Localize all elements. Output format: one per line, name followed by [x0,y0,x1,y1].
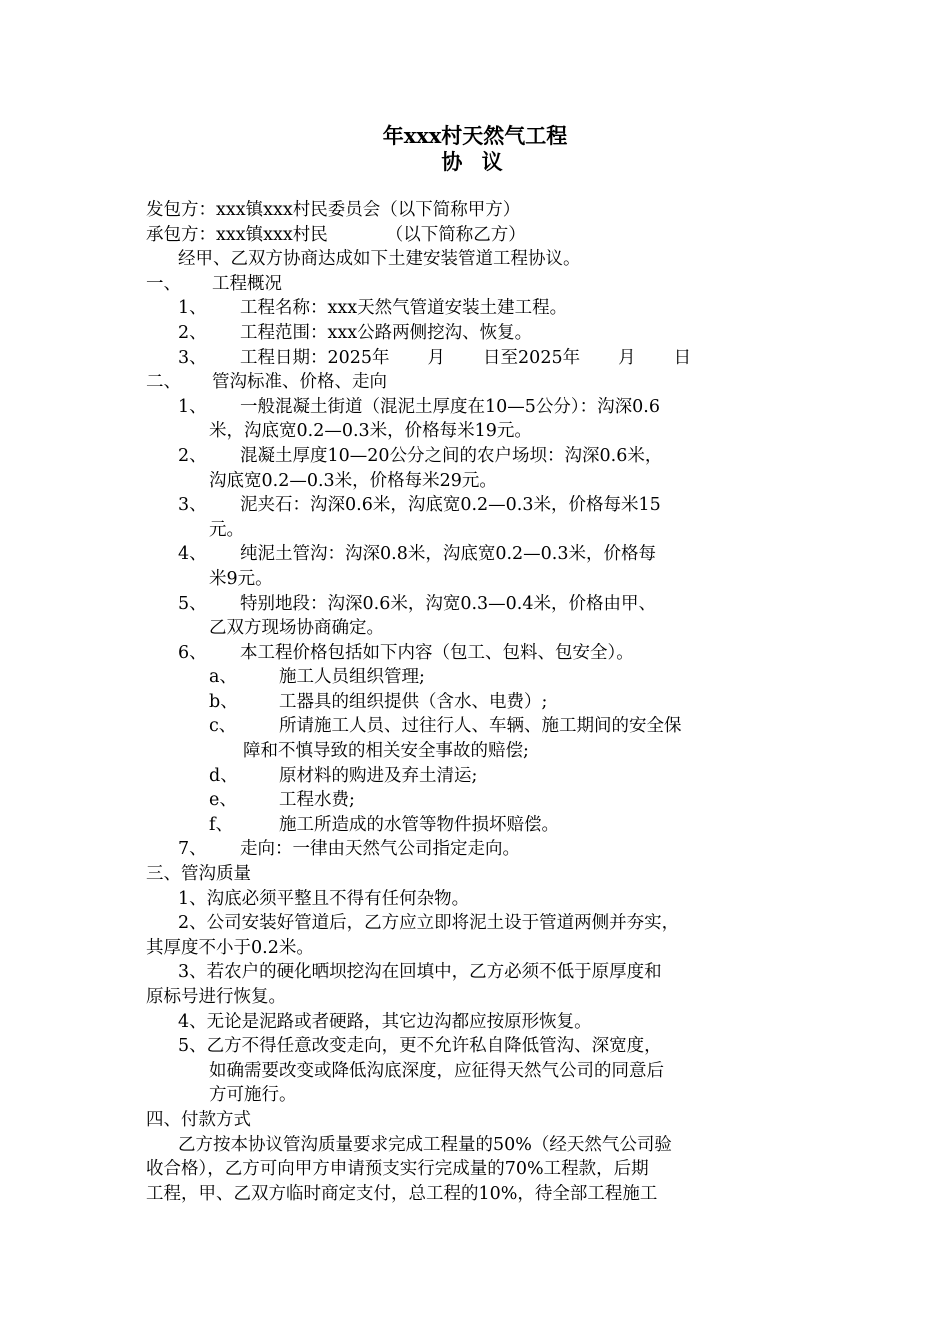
section2-item [146,592,811,617]
section2-item [146,493,811,518]
item-text: 泥夹石：沟深0.6米，沟底宽0.2—0.3米，价格每米15 [240,495,661,516]
date-part: 工程日期：2025年 [240,347,390,368]
item-number: 6、 [178,642,207,663]
item-text: 工程范围：xxx公路两侧挖沟、恢复。 [240,322,533,343]
item-text: 纯泥土管沟：沟深0.8米，沟底宽0.2—0.3米，价格每 [240,544,656,565]
section3-item: 3、若农户的硬化晒坝挖沟在回填中，乙方必须不低于原厚度和 [178,962,662,983]
section2-item6 [146,641,811,666]
section4-paragraph-line: 收合格），乙方可向甲方申请预支实行完成量的70%工程款，后期 [146,1159,649,1180]
sub-item-text: 工程水费; [279,790,355,811]
section3-item-cont: 原标号进行恢复。 [146,987,286,1007]
item-text: 特别地段：沟深0.6米，沟宽0.3—0.4米，价格由甲、 [240,593,656,614]
item-number: 2、 [178,322,207,343]
item-text: 混凝土厚度10—20公分之间的农户场坝：沟深0.6米， [240,445,663,466]
sub-item-text: 施工所造成的水管等物件损坏赔偿。 [279,814,559,835]
date-part: 月 [618,347,636,368]
item-text: 工程名称：xxx天然气管道安装土建工程。 [240,298,568,319]
section4-heading: 四、付款方式 [146,1109,251,1130]
item-text: 本工程价格包括如下内容（包工、包料、包安全）。 [240,642,634,663]
section2-item-cont: 元。 [209,519,244,540]
item-number: 1、 [178,396,207,417]
section3-item: 4、无论是泥路或者硬路，其它边沟都应按原形恢复。 [178,1011,592,1032]
section3-item: 5、乙方不得任意改变走向，更不允许私自降低管沟、深宽度， [178,1036,662,1057]
sub-item-text: 施工人员组织管理; [279,667,425,688]
section4-paragraph-line: 工程，甲、乙双方临时商定支付，总工程的10%，待全部工程施工 [146,1183,658,1204]
sub-item-letter: d、 [209,765,238,786]
intro-line: 经甲、乙双方协商达成如下土建安装管道工程协议。 [178,249,581,270]
section2-item [146,444,811,469]
sub-item [146,788,811,813]
section1-title: 工程概况 [212,273,282,294]
sub-item-letter: e、 [209,790,237,811]
item-number: 3、 [178,347,207,368]
item-number: 5、 [178,593,207,614]
sub-item [146,764,811,789]
document-body [146,198,811,1206]
sub-item-text: 原材料的购进及弃土清运; [279,765,478,786]
section2-item-cont: 沟底宽0.2—0.3米，价格每米29元。 [209,470,497,491]
section1-item [146,296,811,321]
item-number: 4、 [178,544,207,565]
item-number: 7、 [178,839,207,860]
section1-item-date [146,346,811,371]
sub-item-letter: c、 [209,716,237,737]
section2-item [146,395,811,420]
sub-item-letter: f、 [209,814,233,835]
section3-heading: 三、管沟质量 [146,864,251,885]
section2-heading [146,370,811,395]
item-number: 1、 [178,298,207,319]
item-number: 2、 [178,445,207,466]
item-text: 走向：一律由天然气公司指定走向。 [240,839,520,860]
date-part: 日至2025年 [483,347,581,368]
item-number: 3、 [178,495,207,516]
contractor-label: 承包方：xxx镇xxx村民 [146,224,328,245]
section2-item [146,542,811,567]
section3-item: 1、沟底必须平整且不得有任何杂物。 [178,888,470,909]
document-subtitle: 协 议 [441,149,509,174]
sub-item-text: 所请施工人员、过往行人、车辆、施工期间的安全保 [279,716,682,737]
sub-item [146,690,811,715]
employer-line: 发包方：xxx镇xxx村民委员会（以下简称甲方） [146,200,521,220]
section4-paragraph-line: 乙方按本协议管沟质量要求完成工程量的50%（经天然气公司验 [178,1134,672,1155]
sub-item-text: 工器具的组织提供（含水、电费）; [279,691,548,712]
section1-number: 一、 [146,273,181,294]
sub-item [146,714,811,739]
section2-item-cont: 米9元。 [209,568,273,589]
section1-item [146,321,811,346]
item-text: 一般混凝土街道（混泥土厚度在10—5公分）：沟深0.6 [240,396,660,417]
section2-item7 [146,837,811,862]
section3-item-cont: 如确需要改变或降低沟底深度，应征得天然气公司的同意后 [209,1060,664,1081]
sub-item [146,813,811,838]
contractor-note: （以下简称乙方） [385,224,526,245]
date-part: 日 [673,347,692,368]
sub-item [146,665,811,690]
sub-item-cont: 障和不慎导致的相关安全事故的赔偿; [243,741,529,762]
section3-item-cont: 方可施行。 [209,1085,297,1106]
section1-heading [146,272,811,297]
section2-title: 管沟标准、价格、走向 [212,372,387,393]
document-title: 年xxx村天然气工程 [382,123,568,148]
sub-item-letter: b、 [209,691,238,712]
contractor-line [146,223,811,248]
date-part: 月 [427,347,446,368]
section3-item: 2、公司安装好管道后，乙方应立即将泥土设于管道两侧并夯实， [178,913,680,934]
section2-number: 二、 [146,372,181,393]
section2-item-cont: 米，沟底宽0.2—0.3米，价格每米19元。 [209,421,532,442]
sub-item-letter: a、 [209,667,237,688]
section2-item-cont: 乙双方现场协商确定。 [209,618,384,639]
section3-item-cont: 其厚度不小于0.2米。 [146,937,314,958]
